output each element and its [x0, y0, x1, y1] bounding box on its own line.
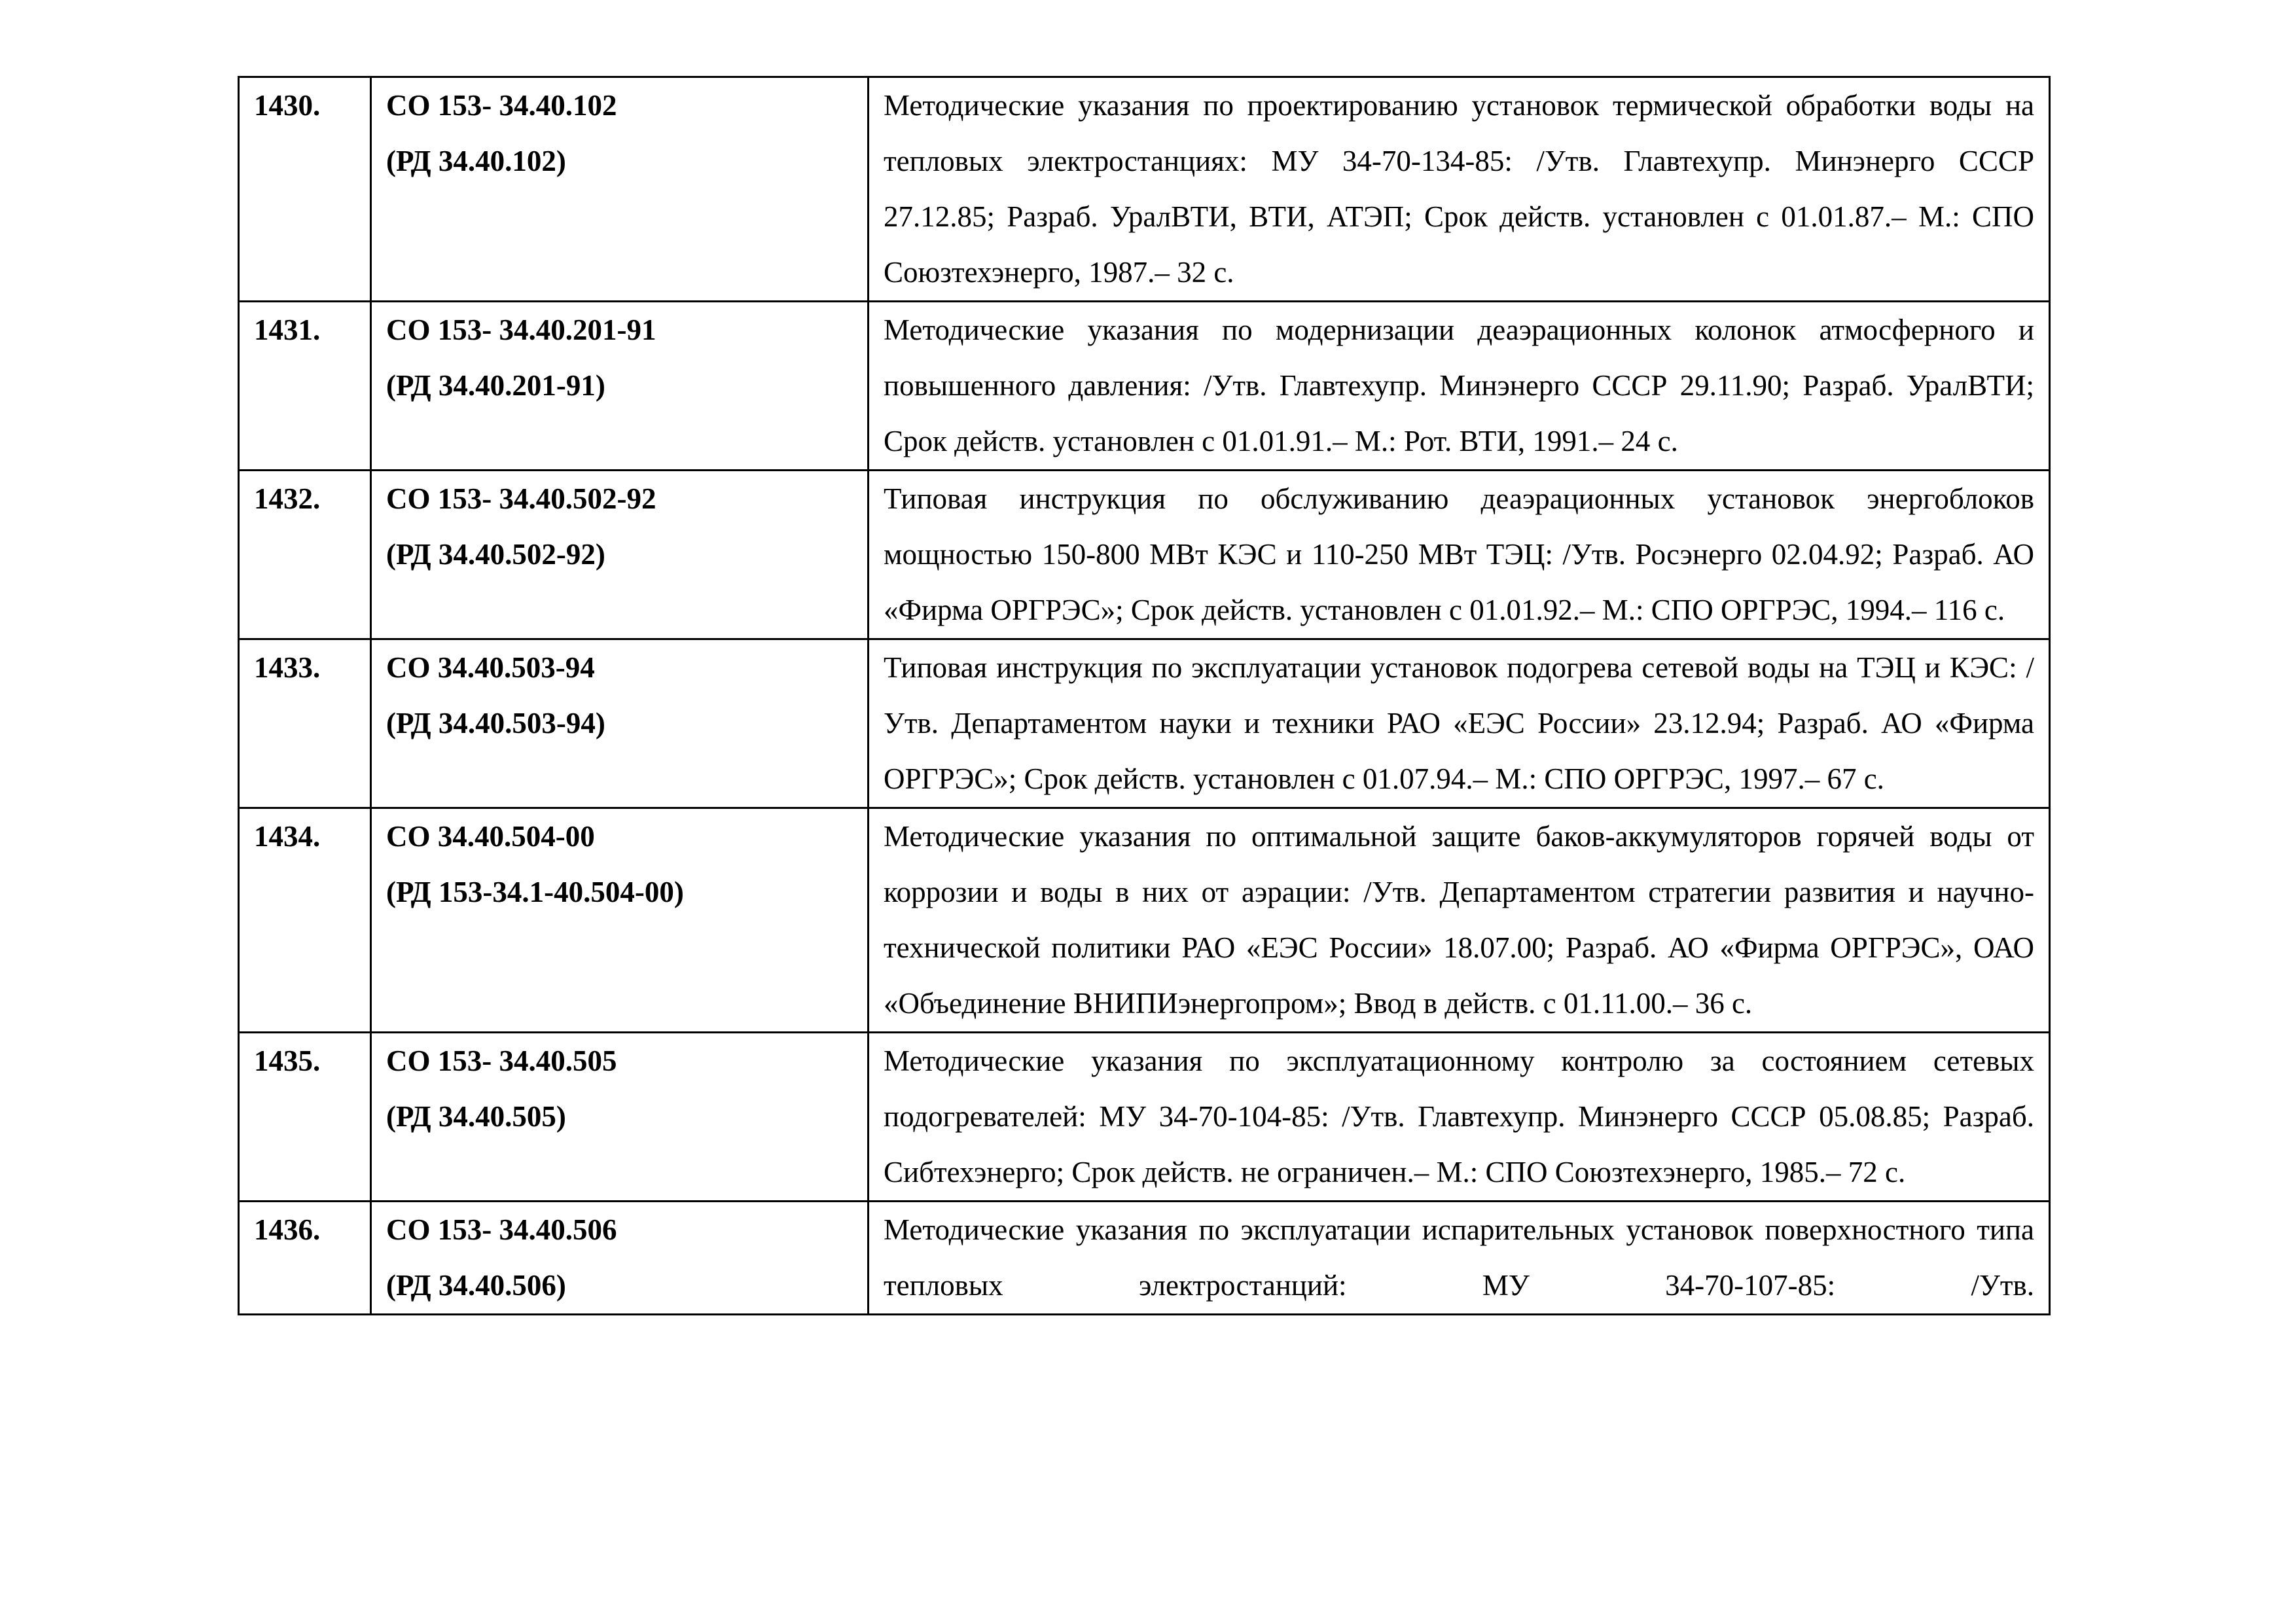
table-row	[239, 808, 2050, 1033]
document-code: СО 153- 34.40.502-92	[386, 482, 656, 515]
table-row	[239, 302, 2050, 471]
document-alt-code: (РД 153-34.1-40.504-00)	[386, 876, 684, 908]
document-alt-code: (РД 34.40.102)	[386, 145, 566, 177]
document-code-cell	[371, 302, 869, 471]
document-alt-code: (РД 34.40.505)	[386, 1100, 566, 1133]
row-number: 1436.	[239, 1202, 371, 1315]
document-code-cell	[371, 471, 869, 639]
document-code-cell	[371, 639, 869, 808]
document-code: СО 153- 34.40.201-91	[386, 313, 656, 346]
table-row	[239, 1202, 2050, 1315]
document-code-cell	[371, 77, 869, 302]
document-code: СО 153- 34.40.505	[386, 1044, 617, 1077]
document-description: Методические указания по модернизации деаэрационных колонок атмосферного и повышенного давления: /Утв. Главтехупр. Минэнерго СССР 29.11.90; Разраб. УралВТИ; Срок действ. установлен с 01.01.91.– М.: Рот. ВТИ, 1991.– 24 с.	[869, 302, 2050, 471]
row-number: 1430.	[239, 77, 371, 302]
table-row	[239, 77, 2050, 302]
document-code-cell	[371, 1202, 869, 1315]
documents-table	[238, 76, 2051, 1315]
row-number: 1432.	[239, 471, 371, 639]
document-code: СО 153- 34.40.506	[386, 1213, 617, 1246]
document-alt-code: (РД 34.40.201-91)	[386, 369, 605, 402]
document-description: Методические указания по эксплуатационному контролю за состоянием сетевых подогревателей: МУ 34-70-104-85: /Утв. Главтехупр. Минэнерго СССР 05.08.85; Разраб. Сибтехэнерго; Срок действ. не ограничен.– М.: СПО Союзтехэнерго, 1985.– 72 с.	[869, 1033, 2050, 1202]
document-alt-code: (РД 34.40.506)	[386, 1269, 566, 1302]
document-alt-code: (РД 34.40.503-94)	[386, 707, 605, 740]
document-description: Методические указания по оптимальной защите баков-аккумуляторов горячей воды от коррозии и воды в них от аэрации: /Утв. Департаментом стратегии развития и научно-технической политики РАО «ЕЭС России» 18.07.00; Разраб. АО «Фирма ОРГРЭС», ОАО «Объединение ВНИПИэнергопром»; Ввод в действ. с 01.11.00.– 36 с.	[869, 808, 2050, 1033]
document-code: СО 153- 34.40.102	[386, 89, 617, 122]
document-alt-code: (РД 34.40.502-92)	[386, 538, 605, 571]
row-number: 1435.	[239, 1033, 371, 1202]
document-code: СО 34.40.503-94	[386, 651, 595, 684]
row-number: 1434.	[239, 808, 371, 1033]
document-code: СО 34.40.504-00	[386, 820, 595, 853]
row-number: 1431.	[239, 302, 371, 471]
document-description: Типовая инструкция по эксплуатации установок подогрева сетевой воды на ТЭЦ и КЭС: /Утв. Департаментом науки и техники РАО «ЕЭС России» 23.12.94; Разраб. АО «Фирма ОРГРЭС»; Срок действ. установлен с 01.07.94.– М.: СПО ОРГРЭС, 1997.– 67 с.	[869, 639, 2050, 808]
document-description: Типовая инструкция по обслуживанию деаэрационных установок энергоблоков мощностью 150-800 МВт КЭС и 110-250 МВт ТЭЦ: /Утв. Росэнерго 02.04.92; Разраб. АО «Фирма ОРГРЭС»; Срок действ. установлен с 01.01.92.– М.: СПО ОРГРЭС, 1994.– 116 с.	[869, 471, 2050, 639]
document-description: Методические указания по проектированию установок термической обработки воды на тепловых электростанциях: МУ 34-70-134-85: /Утв. Главтехупр. Минэнерго СССР 27.12.85; Разраб. УралВТИ, ВТИ, АТЭП; Срок действ. установлен с 01.01.87.– М.: СПО Союзтехэнерго, 1987.– 32 с.	[869, 77, 2050, 302]
row-number: 1433.	[239, 639, 371, 808]
document-description: Методические указания по эксплуатации испарительных установок поверхностного типа тепловых электростанций: МУ 34-70-107-85: /Утв.	[869, 1202, 2050, 1315]
table-row	[239, 639, 2050, 808]
document-code-cell	[371, 808, 869, 1033]
document-code-cell	[371, 1033, 869, 1202]
table-row	[239, 1033, 2050, 1202]
table-row	[239, 471, 2050, 639]
